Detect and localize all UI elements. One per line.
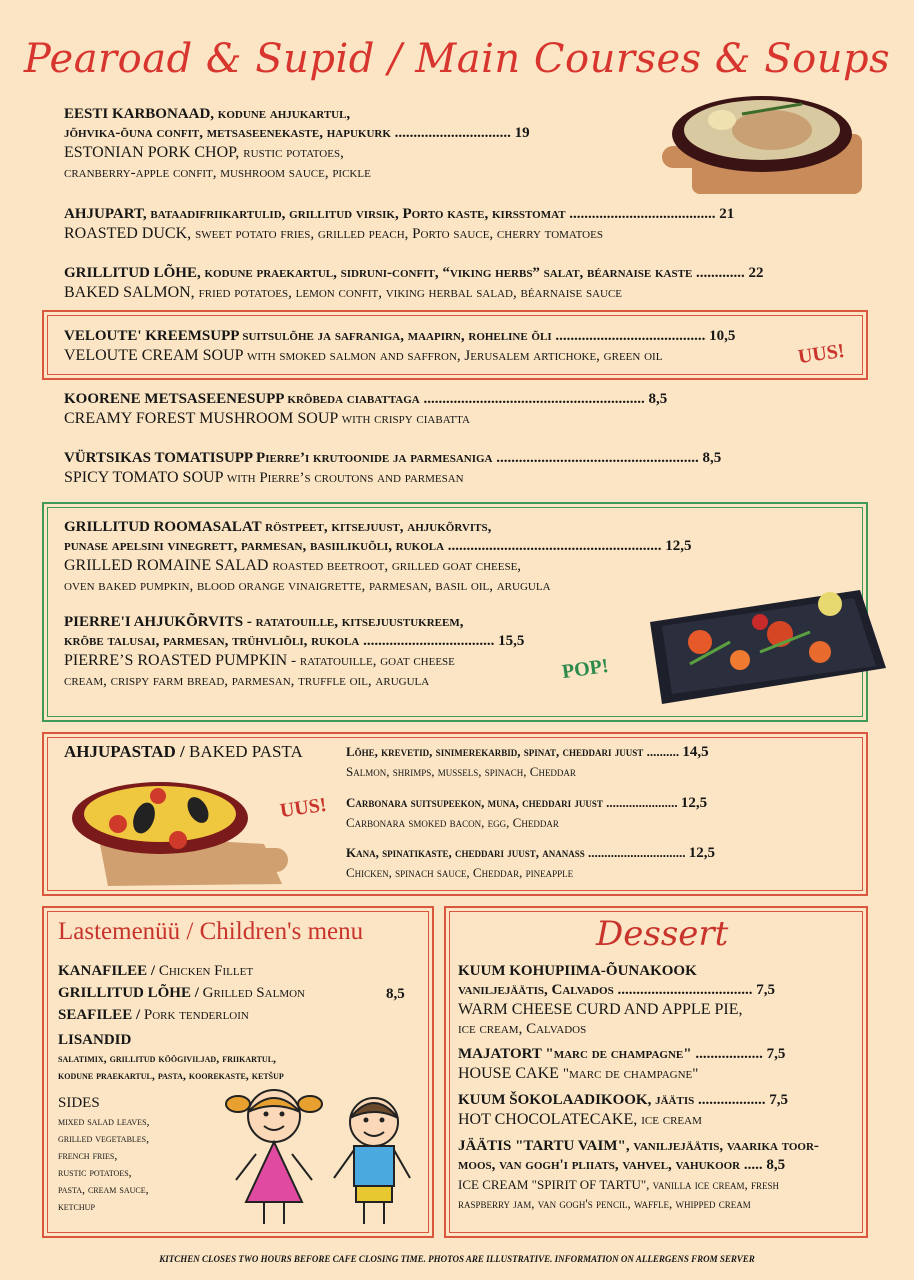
kids-price: 8,5 xyxy=(386,986,405,1002)
menu-item-pumpkin: PIERRE'I AHJUKÕRVITS - ratatouille, kitsejuustukreem, krõbe talusai, parmesan, trühvliõli, rukola ................................... 15,5 PIERRE’S ROASTED PUMPKIN - ratatouille, goat cheese cream, crispy farm bread, parmesan, truffle oil, arugula xyxy=(64,614,525,689)
dessert-item: JÄÄTIS "TARTU VAIM", vaniljejäätis, vaarika toor- moos, van gogh'i pliiats, vahvel, vahukoor ..... 8,5 ICE CREAM "SPIRIT OF TARTU", vanilla ice cream, fresh raspberry jam, van gogh's pencil, waffle, whipped cream xyxy=(458,1138,819,1211)
pasta-new-badge: UUS! xyxy=(278,793,328,823)
kids-illustration xyxy=(224,1084,414,1234)
pop-badge: POP! xyxy=(560,654,610,684)
footer-note: KITCHEN CLOSES TWO HOURS BEFORE CAFE CLOSING TIME. PHOTOS ARE ILLUSTRATIVE. INFORMATION ON ALLERGENS FROM SERVER xyxy=(159,1254,755,1264)
page-title: Pearoad & Supid / Main Courses & Soups xyxy=(23,36,891,82)
pumpkin-photo xyxy=(640,582,888,706)
menu-item-pork-chop: EESTI KARBONAAD, kodune ahjukartul, jõhvika-õuna confit, metsaseenekaste, hapukurk ............................... 19 ESTONIAN PORK CHOP, rustic potatoes, cranberry-apple confit, mushroom sauce, pickle xyxy=(64,106,530,181)
pasta-item: Lõhe, krevetid, sinimerekarbid, spinat, cheddari juust .......... 14,5 Salmon, shrimps, mussels, spinach, Cheddar xyxy=(346,744,709,779)
menu-item-tomato-soup: VÜRTSIKAS TOMATISUPP Pierre’i krutoonide ja parmesaniga ...................................................... 8,5 SPICY TOMATO SOUP with Pierre’s croutons and parmesan xyxy=(64,450,722,486)
dessert-item: KUUM ŠOKOLAADIKOOK, jäätis .................. 7,5 HOT CHOCOLATECAKE, ice cream xyxy=(458,1092,788,1128)
pasta-title: AHJUPASTAD / BAKED PASTA xyxy=(64,742,303,761)
pork-chop-photo xyxy=(652,84,870,204)
pasta-item: Carbonara suitsupeekon, muna, cheddari juust ...................... 12,5 Carbonara smoked bacon, egg, Cheddar xyxy=(346,795,708,830)
dessert-item: KUUM KOHUPIIMA-ÕUNAKOOK vaniljejäätis, Calvados .................................... 7,5 WARM CHEESE CURD AND APPLE PIE, ice cream, Calvados xyxy=(458,963,775,1037)
pasta-item: Kana, spinatikaste, cheddari juust, ananass .............................. 12,5 Chicken, spinach sauce, Cheddar, pineapple xyxy=(346,845,715,880)
menu-item-veloute: VELOUTE' KREEMSUPP suitsulõhe ja safraniga, maapirn, roheline õli ........................................ 10,5 VELOUTE CREAM SOUP with smoked salmon and saffron, Jerusalem artichoke, green oil xyxy=(64,328,736,364)
kids-menu-items: KANAFILEE / Chicken Fillet GRILLITUD LÕHE / Grilled Salmon SEAFILEE / Pork tenderloin xyxy=(58,963,305,1023)
pasta-photo xyxy=(68,774,290,892)
menu-item-duck: AHJUPART, bataadifriikartulid, grillitud virsik, Porto kaste, kirsstomat ....................................... 21 ROASTED DUCK, sweet potato fries, grilled peach, Porto sauce, cherry tomatoes xyxy=(64,206,735,242)
kids-sides-et: LISANDID salatimix, grillitud köögiviljad, friikartul, kodune praekartul, pasta, koorekaste, ketšup xyxy=(58,1032,284,1082)
dessert-item: MAJATORT "marc de champagne" .................. 7,5 HOUSE CAKE "marc de champagne" xyxy=(458,1046,786,1082)
dessert-title: Dessert xyxy=(596,914,729,954)
kids-sides-en: SIDES mixed salad leaves, grilled vegetables, french fries, rustic potatoes, pasta, cream sauce, ketchup xyxy=(58,1095,150,1213)
kids-menu-title: Lastemenüü / Children's menu xyxy=(58,918,364,945)
menu-item-romaine: GRILLITUD ROOMASALAT röstpeet, kitsejuust, ahjukõrvits, punase apelsini vinegrett, parmesan, basiilikuõli, rukola ......................................................... 12,5 GRILLED ROMAINE SALAD roasted beetroot, grilled goat cheese, oven baked pumpkin, blood orange vinaigrette, parmesan, basil oil, arugula xyxy=(64,519,692,594)
menu-item-salmon: GRILLITUD LÕHE, kodune praekartul, sidruni-confit, “viking herbs” salat, béarnaise kaste ............. 22 BAKED SALMON, fried potatoes, lemon confit, viking herbal salad, béarnaise sauce xyxy=(64,265,764,301)
menu-item-mushroom-soup: KOORENE METSASEENESUPP krõbeda ciabattaga ........................................................... 8,5 CREAMY FOREST MUSHROOM SOUP with crispy ciabatta xyxy=(64,391,668,427)
new-badge: UUS! xyxy=(796,339,846,369)
